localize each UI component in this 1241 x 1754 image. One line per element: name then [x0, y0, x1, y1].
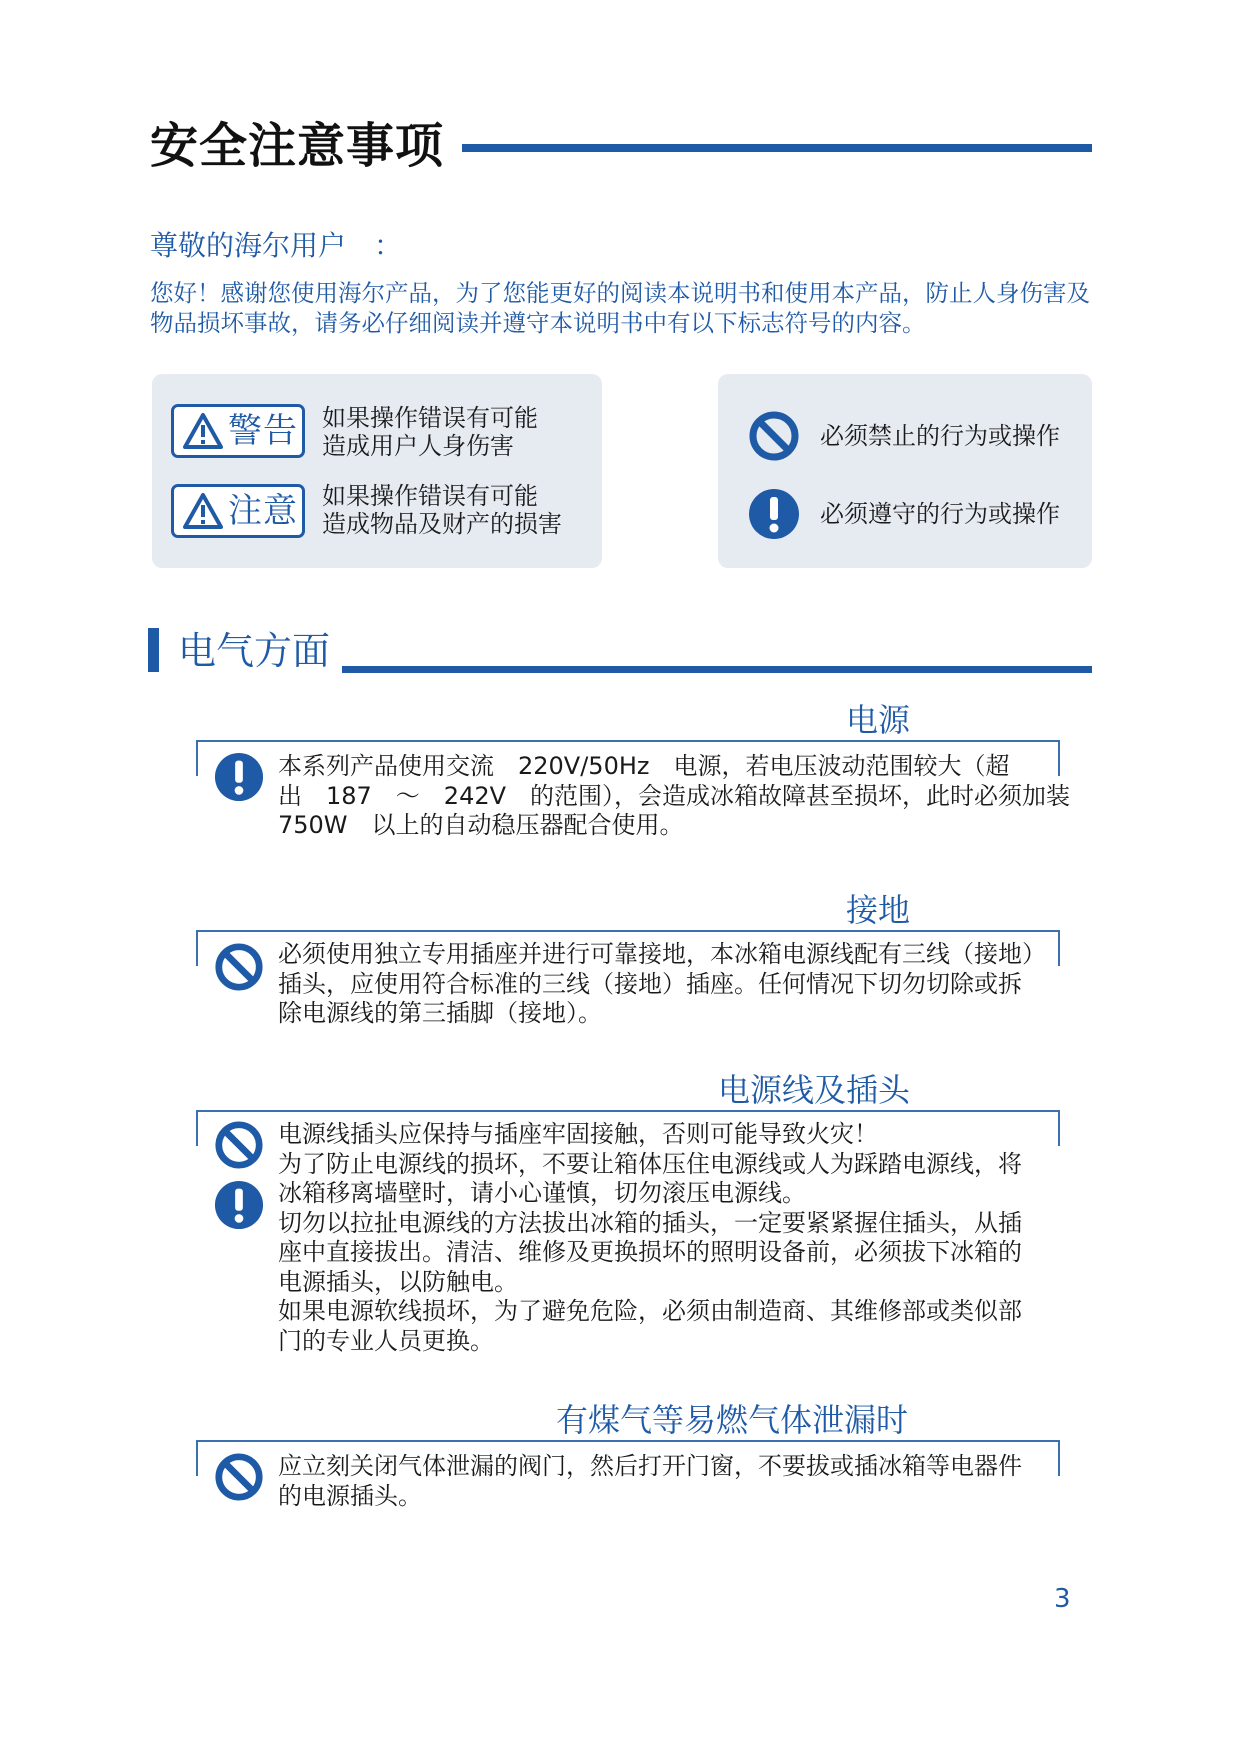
- warning-triangle-icon: [182, 412, 224, 450]
- item-title-power: 电源: [840, 700, 916, 740]
- mandatory-legend-text: 必须遵守的行为或操作: [820, 500, 1060, 528]
- symbol-legend-box: [718, 374, 1092, 568]
- warning-description-line: 如果操作错误有可能: [322, 404, 538, 432]
- section-title: 电气方面: [178, 629, 331, 673]
- sign-legend-box: [152, 374, 602, 568]
- item-text-gas-leak: 应立刻关闭气体泄漏的阀门，然后打开门窗，不要拔或插冰箱等电器件 的电源插头。: [278, 1452, 1022, 1510]
- warning-label: 警告: [228, 411, 298, 451]
- item-frame-grounding: [196, 930, 1060, 932]
- title-rule: [462, 144, 1092, 152]
- section-rule: [342, 666, 1092, 673]
- prohibited-icon: [748, 410, 800, 462]
- section-marker: [148, 628, 159, 672]
- prohibited-icon: [214, 942, 264, 992]
- item-frame-power-cord: [196, 1110, 1060, 1112]
- item-text-grounding: 必须使用独立专用插座并进行可靠接地，本冰箱电源线配有三线（接地） 插头，应使用符合标准的三线（接地）插座。任何情况下切勿切除或拆 除电源线的第三插脚（接地）。: [278, 940, 1046, 1027]
- item-text-power-cord: 电源线插头应保持与插座牢固接触，否则可能导致火灾！ 为了防止电源线的损坏，不要让箱体压住电源线或人为踩踏电源线，将 冰箱移离墙壁时，请小心谨慎，切勿滚压电源线。 切勿以拉扯电源线的方法拔出冰箱的插头，一定要紧紧握住插头，从插 座中直接拔出。清洁、维修及更换损坏的照明设备前，必须拔下冰箱的 电源插头，以防触电。 如果电源软线损坏，为了避免危险，必须由制造商、其维修部或类似部 门的专业人员更换。: [278, 1120, 1022, 1355]
- prohibited-icon: [214, 1452, 264, 1502]
- item-title-grounding: 接地: [840, 890, 916, 930]
- caution-description-line: 造成物品及财产的损害: [322, 510, 562, 538]
- warning-description: [322, 404, 538, 460]
- greeting: 尊敬的海尔用户 ：: [150, 229, 403, 262]
- mandatory-icon: [214, 1180, 264, 1230]
- mandatory-legend-row: [748, 488, 1060, 540]
- page-number: 3: [1054, 1584, 1071, 1614]
- caution-badge: [171, 484, 305, 538]
- item-frame-power: [196, 740, 1060, 742]
- intro-paragraph: 您好！感谢您使用海尔产品，为了您能更好的阅读本说明书和使用本产品，防止人身伤害及物品损坏事故，请务必仔细阅读并遵守本说明书中有以下标志符号的内容。: [150, 279, 1090, 337]
- mandatory-icon: [748, 488, 800, 540]
- prohibited-legend-text: 必须禁止的行为或操作: [820, 422, 1060, 450]
- page-title: 安全注意事项: [150, 118, 445, 174]
- caution-description-line: 如果操作错误有可能: [322, 482, 538, 510]
- item-title-power-cord: 电源线及插头: [712, 1070, 916, 1110]
- warning-description-line: 造成用户人身伤害: [322, 432, 514, 460]
- prohibited-legend-row: [748, 410, 1060, 462]
- prohibited-icon: [214, 1120, 264, 1170]
- warning-triangle-icon: [182, 492, 224, 530]
- item-title-gas-leak: 有煤气等易燃气体泄漏时: [550, 1400, 914, 1440]
- item-frame-gas-leak: [196, 1440, 1060, 1442]
- mandatory-icon: [214, 752, 264, 802]
- item-text-power: 本系列产品使用交流 220V/50Hz 电源，若电压波动范围较大（超 出 187 ～ 242V 的范围），会造成冰箱故障甚至损坏，此时必须加装 750W 以上的自动稳压器配合使用。: [278, 752, 1071, 839]
- caution-label: 注意: [228, 491, 298, 531]
- warning-badge: [171, 404, 305, 458]
- caution-description: [322, 482, 562, 538]
